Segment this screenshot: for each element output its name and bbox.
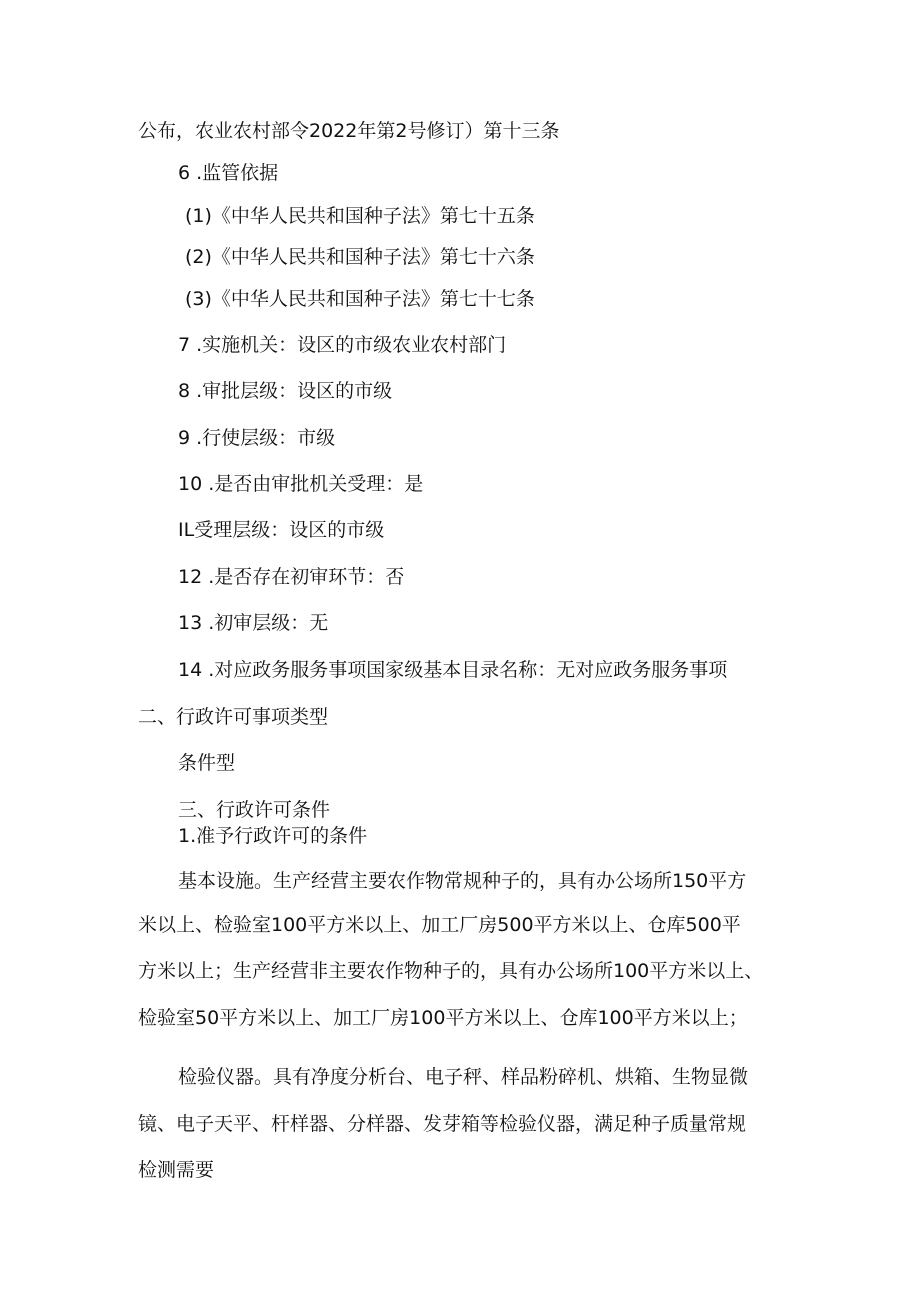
legal-basis-item-1: (1)《中华人民共和国种子法》第七十五条 [185,205,535,227]
item-8: 8 .审批层级：设区的市级 [178,380,393,402]
item-9: 9 .行使层级：市级 [178,427,336,449]
item-10: 10 .是否由审批机关受理：是 [178,473,424,495]
paragraph-line: 检验仪器。具有净度分析台、电子秤、样品粉碎机、烘箱、生物显微 [178,1066,749,1088]
section-heading-6: 6 .监管依据 [178,162,279,184]
item-13: 13 .初审层级：无 [178,612,329,634]
paragraph-line: 基本设施。生产经营主要农作物常规种子的，具有办公场所150平方 [178,870,747,892]
legal-basis-item-2: (2)《中华人民共和国种子法》第七十六条 [185,246,535,268]
paragraph-line: 米以上、检验室100平方米以上、加工厂房500平方米以上、仓库500平 [138,914,741,936]
section-heading-2: 二、行政许可事项类型 [138,706,329,728]
paragraph-line: 检验室50平方米以上、加工厂房100平方米以上、仓库100平方米以上； [138,1007,748,1029]
text-line: 公布，农业农村部令2022年第2号修订）第十三条 [138,120,560,142]
paragraph-line: 方米以上；生产经营非主要农作物种子的，具有办公场所100平方米以上、 [138,960,764,982]
paragraph-line: 镜、电子天平、杆样器、分样器、发芽箱等检验仪器，满足种子质量常规 [138,1113,747,1135]
item-12: 12 .是否存在初审环节：否 [178,566,405,588]
item-14: 14 .对应政务服务事项国家级基本目录名称：无对应政务服务事项 [178,659,728,681]
section-heading-3: 三、行政许可条件 [178,799,331,821]
permit-type-value: 条件型 [178,752,236,774]
item-11: IL受理层级：设区的市级 [178,519,385,541]
legal-basis-item-3: (3)《中华人民共和国种子法》第七十七条 [185,288,535,310]
item-7: 7 .实施机关：设区的市级农业农村部门 [178,334,507,356]
subsection-heading-1: 1.准予行政许可的条件 [178,825,368,847]
paragraph-line: 检测需要 [138,1159,215,1181]
